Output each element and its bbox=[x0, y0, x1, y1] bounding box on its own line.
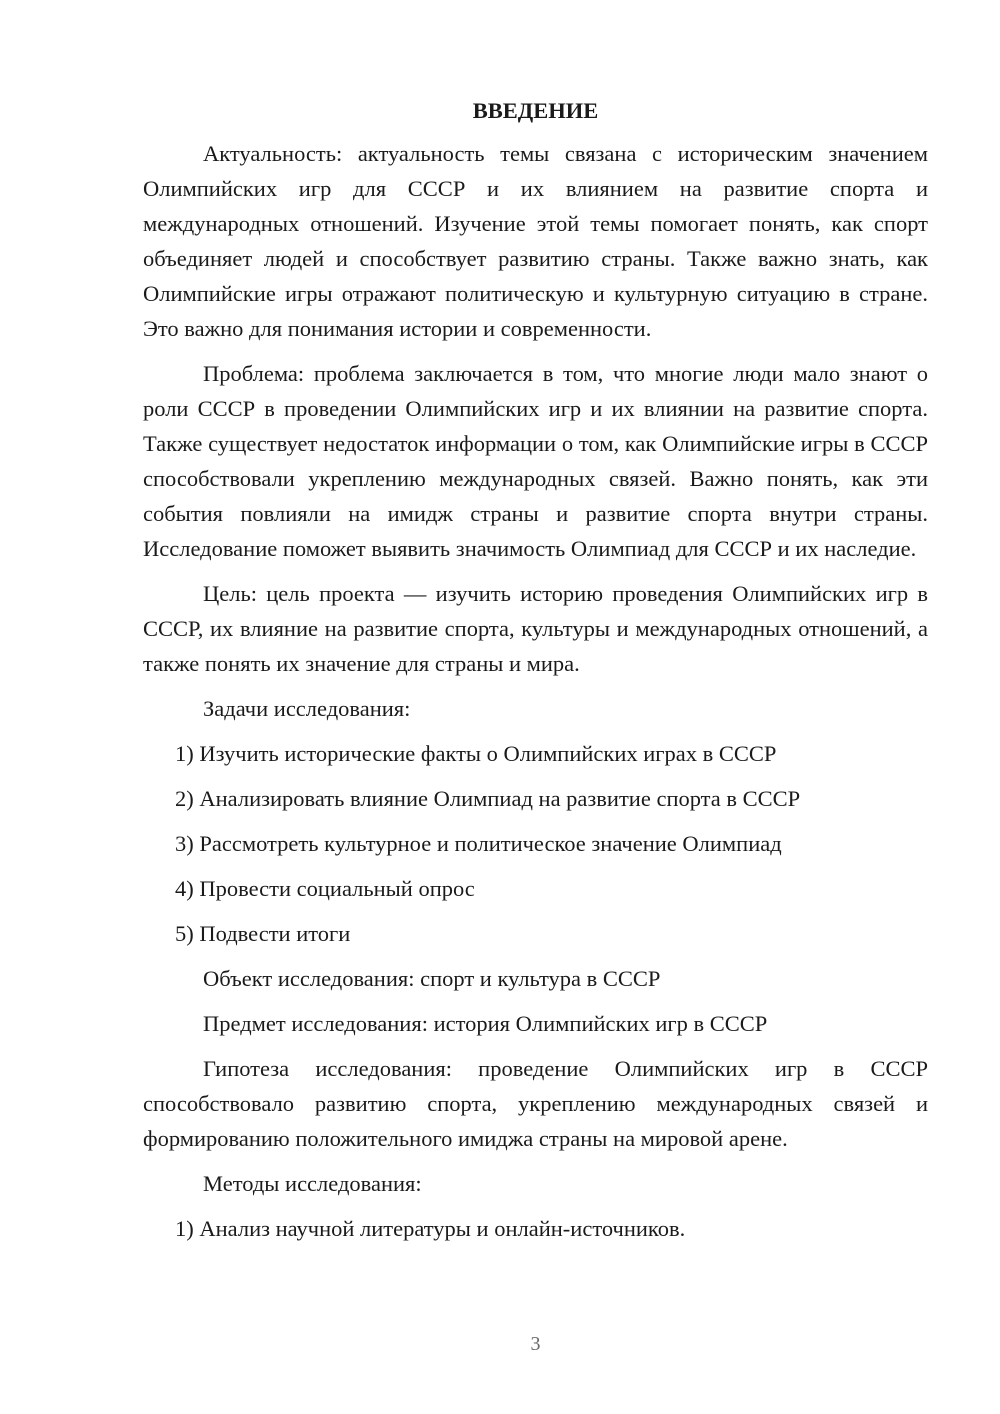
problem-paragraph: Проблема: проблема заключается в том, что многие люди мало знают о роли СССР в проведении Олимпийских игр и их влиянии на развитие спорта. Также существует недостаток информации о том, как Олимпийские игры в СССР способствовали укреплению международных связей. Важно понять, как эти события повлияли на имидж страны и развитие спорта внутри страны. Исследование поможет выявить значимость Олимпиад для СССР и их наследие. bbox=[143, 361, 928, 561]
hypothesis-paragraph: Гипотеза исследования: проведение Олимпийских игр в СССР способствовало развитию спорта, укреплению международных связей и формированию положительного имиджа страны на мировой арене. bbox=[143, 1056, 928, 1151]
page-title: ВВЕДЕНИЕ bbox=[472, 98, 599, 123]
research-object: Объект исследования: спорт и культура в СССР bbox=[203, 966, 661, 991]
tasks-list bbox=[143, 736, 928, 951]
list-item: 1) Изучить исторические факты о Олимпийских играх в СССР bbox=[175, 741, 777, 766]
goal-paragraph: Цель: цель проекта — изучить историю проведения Олимпийских игр в СССР, их влияние на развитие спорта, культуры и международных отношений, а также понять их значение для страны и мира. bbox=[143, 581, 928, 676]
tasks-heading: Задачи исследования: bbox=[203, 696, 411, 721]
document-page bbox=[143, 96, 928, 1246]
methods-heading: Методы исследования: bbox=[203, 1171, 422, 1196]
research-subject: Предмет исследования: история Олимпийских игр в СССР bbox=[203, 1011, 768, 1036]
list-item: 4) Провести социальный опрос bbox=[175, 876, 475, 901]
list-item: 2) Анализировать влияние Олимпиад на развитие спорта в СССР bbox=[175, 786, 801, 811]
list-item: 1) Анализ научной литературы и онлайн-источников. bbox=[175, 1216, 686, 1241]
list-item: 3) Рассмотреть культурное и политическое значение Олимпиад bbox=[175, 831, 782, 856]
methods-list bbox=[143, 1211, 928, 1246]
page-number: 3 bbox=[530, 1333, 541, 1355]
list-item: 5) Подвести итоги bbox=[175, 921, 351, 946]
relevance-paragraph: Актуальность: актуальность темы связана с историческим значением Олимпийских игр для СССР и их влиянием на развитие спорта и международных отношений. Изучение этой темы помогает понять, как спорт объединяет людей и способствует развитию страны. Также важно знать, как Олимпийские игры отражают политическую и культурную ситуацию в стране. Это важно для понимания истории и современности. bbox=[143, 141, 928, 341]
